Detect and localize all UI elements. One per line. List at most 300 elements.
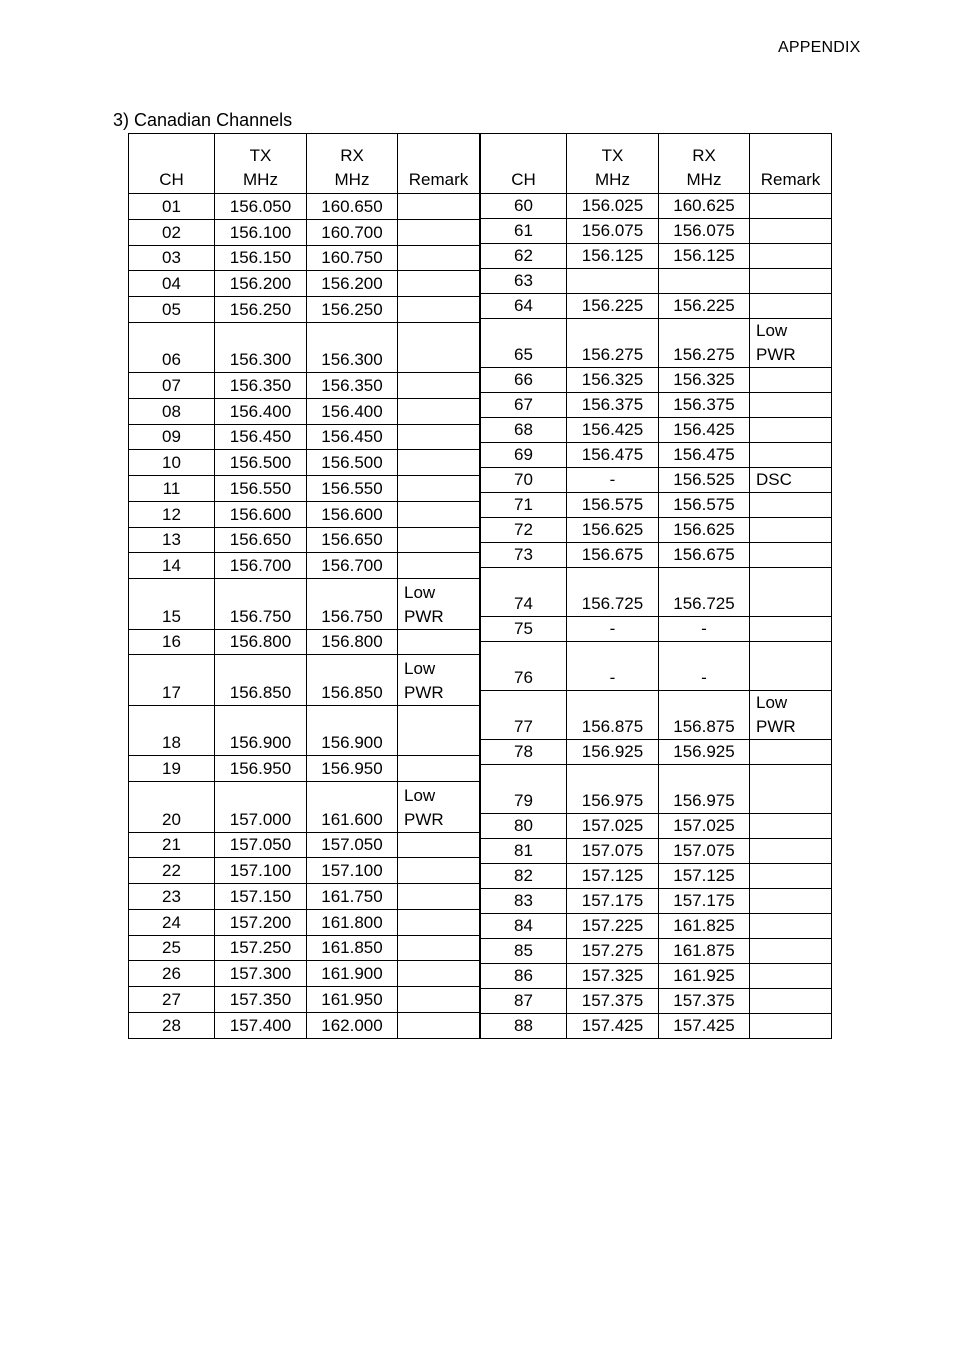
cell-rx: 156.300 xyxy=(307,322,398,372)
table-header-row xyxy=(481,134,832,194)
cell-remark xyxy=(750,493,832,518)
cell-remark xyxy=(398,245,480,271)
table-row xyxy=(481,864,832,889)
cell-ch: 15 xyxy=(129,579,215,629)
cell-remark xyxy=(750,418,832,443)
remark-text: PWR xyxy=(756,345,796,364)
cell-rx: - xyxy=(659,617,750,642)
table-row xyxy=(481,989,832,1014)
table-row xyxy=(129,909,480,935)
cell-tx: 156.400 xyxy=(215,398,307,424)
cell-ch: 82 xyxy=(481,864,567,889)
cell-remark xyxy=(398,373,480,399)
cell-remark xyxy=(398,832,480,858)
cell-rx: 161.850 xyxy=(307,935,398,961)
cell-rx: 156.350 xyxy=(307,373,398,399)
cell-tx: 156.950 xyxy=(215,756,307,782)
table-row xyxy=(481,294,832,319)
cell-remark xyxy=(750,194,832,219)
table-row xyxy=(129,424,480,450)
table-row xyxy=(481,443,832,468)
cell-tx: 157.250 xyxy=(215,935,307,961)
cell-ch: 87 xyxy=(481,989,567,1014)
cell-ch: 04 xyxy=(129,271,215,297)
cell-remark xyxy=(750,443,832,468)
cell-remark xyxy=(750,691,832,740)
cell-ch: 13 xyxy=(129,527,215,553)
table-row xyxy=(481,219,832,244)
cell-tx: 157.200 xyxy=(215,909,307,935)
table-row xyxy=(129,553,480,579)
table-row xyxy=(481,368,832,393)
cell-remark xyxy=(750,939,832,964)
table-row xyxy=(129,398,480,424)
cell-remark xyxy=(398,655,480,705)
cell-remark xyxy=(398,194,480,220)
cell-ch: 24 xyxy=(129,909,215,935)
cell-rx: 156.800 xyxy=(307,629,398,655)
cell-rx: 156.075 xyxy=(659,219,750,244)
cell-remark xyxy=(398,782,480,832)
cell-rx: 161.600 xyxy=(307,782,398,832)
cell-rx: 156.225 xyxy=(659,294,750,319)
cell-rx: 161.750 xyxy=(307,884,398,910)
cell-remark xyxy=(750,814,832,839)
cell-ch: 74 xyxy=(481,568,567,617)
cell-tx: 156.100 xyxy=(215,219,307,245)
cell-rx: 160.700 xyxy=(307,219,398,245)
cell-rx: 156.950 xyxy=(307,756,398,782)
cell-remark xyxy=(750,1014,832,1039)
table-row xyxy=(481,765,832,814)
cell-tx: 157.100 xyxy=(215,858,307,884)
cell-remark xyxy=(750,319,832,368)
cell-ch: 84 xyxy=(481,914,567,939)
cell-remark xyxy=(398,424,480,450)
table-row xyxy=(481,939,832,964)
table-row xyxy=(129,297,480,323)
cell-rx: 157.375 xyxy=(659,989,750,1014)
remark-text: Low xyxy=(404,582,436,602)
cell-ch: 03 xyxy=(129,245,215,271)
cell-tx: 157.375 xyxy=(567,989,659,1014)
cell-remark xyxy=(398,271,480,297)
cell-rx: - xyxy=(659,642,750,691)
cell-remark xyxy=(750,889,832,914)
table-row xyxy=(481,889,832,914)
cell-rx: 156.475 xyxy=(659,443,750,468)
cell-tx: 157.425 xyxy=(567,1014,659,1039)
table-row xyxy=(481,568,832,617)
cell-ch: 66 xyxy=(481,368,567,393)
cell-ch: 06 xyxy=(129,322,215,372)
cell-tx: 156.500 xyxy=(215,450,307,476)
cell-rx: 156.975 xyxy=(659,765,750,814)
cell-tx: 156.025 xyxy=(567,194,659,219)
channel-table-right xyxy=(480,133,832,1039)
cell-rx: 157.425 xyxy=(659,1014,750,1039)
column-header-rx: RX MHz xyxy=(659,134,750,194)
cell-tx: 157.075 xyxy=(567,839,659,864)
cell-tx: 157.150 xyxy=(215,884,307,910)
cell-remark xyxy=(398,858,480,884)
cell-tx: 156.300 xyxy=(215,322,307,372)
cell-remark xyxy=(398,297,480,323)
cell-ch: 72 xyxy=(481,518,567,543)
cell-tx: - xyxy=(567,642,659,691)
cell-ch: 14 xyxy=(129,553,215,579)
table-row xyxy=(481,319,832,368)
table-row xyxy=(481,964,832,989)
cell-ch: 83 xyxy=(481,889,567,914)
table-row xyxy=(481,914,832,939)
cell-ch: 75 xyxy=(481,617,567,642)
cell-ch: 79 xyxy=(481,765,567,814)
cell-ch: 01 xyxy=(129,194,215,220)
cell-remark xyxy=(398,398,480,424)
cell-rx: 156.850 xyxy=(307,655,398,705)
table-row xyxy=(129,655,480,705)
cell-remark xyxy=(398,501,480,527)
cell-remark xyxy=(750,914,832,939)
cell-rx: 156.500 xyxy=(307,450,398,476)
remark-text: PWR xyxy=(756,717,796,736)
table-row xyxy=(129,245,480,271)
cell-rx: 161.825 xyxy=(659,914,750,939)
cell-ch: 18 xyxy=(129,705,215,755)
cell-rx: 157.050 xyxy=(307,832,398,858)
column-header-ch: CH xyxy=(129,134,215,194)
table-row xyxy=(129,450,480,476)
table-row xyxy=(129,705,480,755)
cell-ch: 64 xyxy=(481,294,567,319)
cell-ch: 12 xyxy=(129,501,215,527)
cell-rx: 156.750 xyxy=(307,579,398,629)
cell-ch: 09 xyxy=(129,424,215,450)
table-row xyxy=(481,244,832,269)
cell-remark xyxy=(750,765,832,814)
cell-remark xyxy=(398,579,480,629)
table-row xyxy=(481,814,832,839)
cell-rx: 160.750 xyxy=(307,245,398,271)
table-row xyxy=(129,194,480,220)
cell-rx: 157.025 xyxy=(659,814,750,839)
table-row xyxy=(129,782,480,832)
cell-ch: 61 xyxy=(481,219,567,244)
cell-rx: 161.875 xyxy=(659,939,750,964)
cell-tx: 156.375 xyxy=(567,393,659,418)
cell-remark xyxy=(398,629,480,655)
cell-ch: 88 xyxy=(481,1014,567,1039)
cell-tx: 157.125 xyxy=(567,864,659,889)
cell-remark xyxy=(398,884,480,910)
page-header: APPENDIX xyxy=(778,39,861,56)
cell-rx: 156.525 xyxy=(659,468,750,493)
table-row xyxy=(481,691,832,740)
cell-ch: 77 xyxy=(481,691,567,740)
channel-table-left xyxy=(128,133,480,1039)
cell-remark xyxy=(750,964,832,989)
cell-ch: 19 xyxy=(129,756,215,782)
remark-text: Low xyxy=(756,693,788,712)
table-row xyxy=(129,271,480,297)
cell-ch: 67 xyxy=(481,393,567,418)
cell-ch: 71 xyxy=(481,493,567,518)
cell-tx: 156.800 xyxy=(215,629,307,655)
cell-tx: 156.325 xyxy=(567,368,659,393)
cell-remark xyxy=(398,219,480,245)
cell-ch: 76 xyxy=(481,642,567,691)
cell-ch: 85 xyxy=(481,939,567,964)
cell-rx: 156.700 xyxy=(307,553,398,579)
remark-text: DSC xyxy=(756,470,792,489)
cell-tx: 156.600 xyxy=(215,501,307,527)
table-row xyxy=(481,518,832,543)
remark-text: PWR xyxy=(404,809,444,829)
cell-ch: 26 xyxy=(129,961,215,987)
cell-rx: 156.900 xyxy=(307,705,398,755)
cell-tx: 156.350 xyxy=(215,373,307,399)
cell-rx: 161.800 xyxy=(307,909,398,935)
cell-rx: 156.125 xyxy=(659,244,750,269)
table-row xyxy=(481,642,832,691)
remark-text: PWR xyxy=(404,682,444,702)
cell-remark xyxy=(398,987,480,1013)
table-row xyxy=(481,194,832,219)
cell-rx: 156.600 xyxy=(307,501,398,527)
table-row xyxy=(481,617,832,642)
cell-tx: 156.200 xyxy=(215,271,307,297)
table-header-row xyxy=(129,134,480,194)
cell-tx: 156.475 xyxy=(567,443,659,468)
table-row xyxy=(129,373,480,399)
cell-ch: 27 xyxy=(129,987,215,1013)
column-header-remark: Remark xyxy=(398,134,480,194)
cell-tx: 157.050 xyxy=(215,832,307,858)
cell-tx: 156.675 xyxy=(567,543,659,568)
cell-rx: 162.000 xyxy=(307,1012,398,1038)
cell-ch: 70 xyxy=(481,468,567,493)
cell-ch: 62 xyxy=(481,244,567,269)
cell-remark xyxy=(750,269,832,294)
cell-rx: 156.925 xyxy=(659,740,750,765)
cell-rx: 156.725 xyxy=(659,568,750,617)
cell-remark xyxy=(398,322,480,372)
cell-remark xyxy=(750,468,832,493)
cell-rx: 156.550 xyxy=(307,476,398,502)
table-row xyxy=(481,393,832,418)
cell-remark xyxy=(398,909,480,935)
cell-tx: 156.050 xyxy=(215,194,307,220)
cell-tx: 156.425 xyxy=(567,418,659,443)
table-row xyxy=(129,961,480,987)
cell-ch: 69 xyxy=(481,443,567,468)
cell-remark xyxy=(398,450,480,476)
cell-remark xyxy=(398,961,480,987)
cell-rx xyxy=(659,269,750,294)
cell-tx: 157.400 xyxy=(215,1012,307,1038)
cell-tx: 157.175 xyxy=(567,889,659,914)
column-header-tx: TX MHz xyxy=(567,134,659,194)
cell-ch: 73 xyxy=(481,543,567,568)
remark-text: Low xyxy=(404,658,436,678)
cell-tx: 157.025 xyxy=(567,814,659,839)
cell-rx: 157.100 xyxy=(307,858,398,884)
cell-remark xyxy=(750,219,832,244)
cell-ch: 08 xyxy=(129,398,215,424)
cell-rx: 156.425 xyxy=(659,418,750,443)
cell-ch: 21 xyxy=(129,832,215,858)
remark-text: PWR xyxy=(404,606,444,626)
cell-tx: 157.000 xyxy=(215,782,307,832)
table-row xyxy=(481,543,832,568)
column-header-ch: CH xyxy=(481,134,567,194)
cell-rx: 161.950 xyxy=(307,987,398,1013)
cell-tx: - xyxy=(567,468,659,493)
table-row xyxy=(481,269,832,294)
cell-ch: 80 xyxy=(481,814,567,839)
cell-remark xyxy=(750,617,832,642)
cell-remark xyxy=(750,839,832,864)
table-row xyxy=(129,476,480,502)
table-row xyxy=(129,832,480,858)
cell-ch: 86 xyxy=(481,964,567,989)
column-header-rx: RX MHz xyxy=(307,134,398,194)
cell-tx: - xyxy=(567,617,659,642)
table-row xyxy=(129,579,480,629)
cell-ch: 28 xyxy=(129,1012,215,1038)
cell-ch: 60 xyxy=(481,194,567,219)
cell-rx: 156.400 xyxy=(307,398,398,424)
cell-ch: 23 xyxy=(129,884,215,910)
cell-ch: 68 xyxy=(481,418,567,443)
cell-tx: 156.700 xyxy=(215,553,307,579)
cell-tx: 157.225 xyxy=(567,914,659,939)
cell-tx: 156.650 xyxy=(215,527,307,553)
cell-tx: 156.550 xyxy=(215,476,307,502)
cell-remark xyxy=(750,543,832,568)
table-row xyxy=(129,756,480,782)
cell-rx: 156.375 xyxy=(659,393,750,418)
cell-tx: 157.300 xyxy=(215,961,307,987)
table-row xyxy=(481,839,832,864)
cell-remark xyxy=(750,518,832,543)
cell-rx: 156.675 xyxy=(659,543,750,568)
table-row xyxy=(481,740,832,765)
cell-ch: 02 xyxy=(129,219,215,245)
table-row xyxy=(481,468,832,493)
cell-rx: 156.275 xyxy=(659,319,750,368)
cell-rx: 156.450 xyxy=(307,424,398,450)
cell-ch: 05 xyxy=(129,297,215,323)
cell-tx: 156.075 xyxy=(567,219,659,244)
cell-tx: 156.975 xyxy=(567,765,659,814)
cell-ch: 63 xyxy=(481,269,567,294)
cell-ch: 10 xyxy=(129,450,215,476)
cell-tx: 156.625 xyxy=(567,518,659,543)
cell-rx: 160.625 xyxy=(659,194,750,219)
cell-remark xyxy=(398,1012,480,1038)
cell-rx: 157.175 xyxy=(659,889,750,914)
cell-remark xyxy=(750,244,832,269)
cell-remark xyxy=(750,864,832,889)
cell-ch: 25 xyxy=(129,935,215,961)
table-row xyxy=(129,987,480,1013)
cell-remark xyxy=(398,935,480,961)
table-row xyxy=(129,322,480,372)
cell-tx: 156.575 xyxy=(567,493,659,518)
table-row xyxy=(129,501,480,527)
table-row xyxy=(129,884,480,910)
cell-tx: 156.875 xyxy=(567,691,659,740)
cell-ch: 16 xyxy=(129,629,215,655)
cell-tx: 156.725 xyxy=(567,568,659,617)
column-header-tx: TX MHz xyxy=(215,134,307,194)
cell-ch: 22 xyxy=(129,858,215,884)
table-row xyxy=(129,1012,480,1038)
cell-remark xyxy=(750,740,832,765)
cell-tx: 156.150 xyxy=(215,245,307,271)
cell-remark xyxy=(750,393,832,418)
cell-ch: 65 xyxy=(481,319,567,368)
cell-remark xyxy=(750,294,832,319)
cell-rx: 156.575 xyxy=(659,493,750,518)
cell-remark xyxy=(750,568,832,617)
cell-tx: 157.325 xyxy=(567,964,659,989)
cell-ch: 20 xyxy=(129,782,215,832)
cell-rx: 157.125 xyxy=(659,864,750,889)
cell-tx: 156.275 xyxy=(567,319,659,368)
cell-rx: 161.900 xyxy=(307,961,398,987)
cell-ch: 07 xyxy=(129,373,215,399)
cell-remark xyxy=(398,476,480,502)
remark-text: Low xyxy=(404,785,436,805)
cell-rx: 156.650 xyxy=(307,527,398,553)
cell-remark xyxy=(398,553,480,579)
table-row xyxy=(129,629,480,655)
section-title: 3) Canadian Channels xyxy=(113,110,293,130)
cell-remark xyxy=(750,368,832,393)
cell-rx: 156.625 xyxy=(659,518,750,543)
cell-tx: 156.125 xyxy=(567,244,659,269)
table-row xyxy=(481,1014,832,1039)
channel-tables xyxy=(128,133,832,1039)
cell-rx: 160.650 xyxy=(307,194,398,220)
table-row xyxy=(481,493,832,518)
cell-rx: 156.250 xyxy=(307,297,398,323)
table-row xyxy=(481,418,832,443)
cell-tx xyxy=(567,269,659,294)
cell-ch: 78 xyxy=(481,740,567,765)
cell-tx: 156.900 xyxy=(215,705,307,755)
cell-tx: 156.850 xyxy=(215,655,307,705)
cell-tx: 157.275 xyxy=(567,939,659,964)
cell-ch: 17 xyxy=(129,655,215,705)
table-row xyxy=(129,858,480,884)
cell-rx: 157.075 xyxy=(659,839,750,864)
cell-rx: 156.875 xyxy=(659,691,750,740)
cell-tx: 156.225 xyxy=(567,294,659,319)
cell-tx: 156.750 xyxy=(215,579,307,629)
table-row xyxy=(129,527,480,553)
cell-remark xyxy=(750,642,832,691)
cell-remark xyxy=(750,989,832,1014)
table-row xyxy=(129,219,480,245)
cell-remark xyxy=(398,527,480,553)
cell-ch: 11 xyxy=(129,476,215,502)
cell-tx: 156.450 xyxy=(215,424,307,450)
cell-remark xyxy=(398,756,480,782)
